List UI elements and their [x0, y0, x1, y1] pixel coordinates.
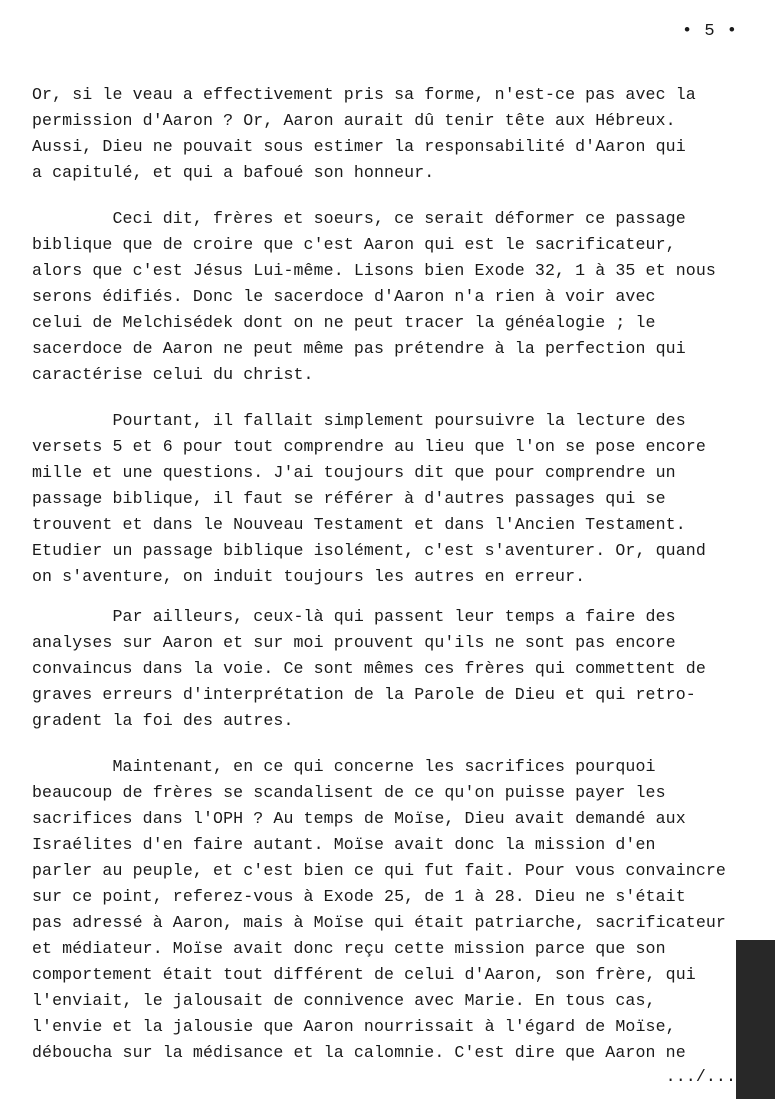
text-line: Ceci dit, frères et soeurs, ce serait déformer ce passage: [32, 209, 686, 228]
text-line: trouvent et dans le Nouveau Testament et dans l'Ancien Testament.: [32, 515, 686, 534]
text-line: sur ce point, referez-vous à Exode 25, de 1 à 28. Dieu ne s'était: [32, 887, 686, 906]
text-line: graves erreurs d'interprétation de la Parole de Dieu et qui retro-: [32, 685, 696, 704]
text-line: analyses sur Aaron et sur moi prouvent qu'ils ne sont pas encore: [32, 633, 676, 652]
text-line: alors que c'est Jésus Lui-même. Lisons bien Exode 32, 1 à 35 et nous: [32, 261, 716, 280]
text-line: celui de Melchisédek dont on ne peut tracer la généalogie ; le: [32, 313, 656, 332]
text-line: beaucoup de frères se scandalisent de ce qu'on puisse payer les: [32, 783, 666, 802]
text-line: l'enviait, le jalousait de connivence avec Marie. En tous cas,: [32, 991, 656, 1010]
text-line: on s'aventure, on induit toujours les autres en erreur.: [32, 567, 586, 586]
text-line: Etudier un passage biblique isolément, c'est s'aventurer. Or, quand: [32, 541, 706, 560]
text-line: sacrifices dans l'OPH ? Au temps de Moïse, Dieu avait demandé aux: [32, 809, 686, 828]
text-line: l'envie et la jalousie que Aaron nourrissait à l'égard de Moïse,: [32, 1017, 676, 1036]
text-line: serons édifiés. Donc le sacerdoce d'Aaron n'a rien à voir avec: [32, 287, 656, 306]
text-line: Par ailleurs, ceux-là qui passent leur temps a faire des: [32, 607, 676, 626]
text-line: pas adressé à Aaron, mais à Moïse qui était patriarche, sacrificateur: [32, 913, 726, 932]
continuation-mark: .../...: [32, 1067, 737, 1086]
page-number: • 5 •: [682, 22, 739, 41]
text-line: Aussi, Dieu ne pouvait sous estimer la responsabilité d'Aaron qui: [32, 137, 686, 156]
text-line: parler au peuple, et c'est bien ce qui fut fait. Pour vous convaincre: [32, 861, 726, 880]
text-line: caractérise celui du christ.: [32, 365, 314, 384]
text-line: Or, si le veau a effectivement pris sa forme, n'est-ce pas avec la: [32, 85, 696, 104]
text-line: déboucha sur la médisance et la calomnie. C'est dire que Aaron ne: [32, 1043, 686, 1062]
text-line: versets 5 et 6 pour tout comprendre au lieu que l'on se pose encore: [32, 437, 706, 456]
text-line: passage biblique, il faut se référer à d'autres passages qui se: [32, 489, 666, 508]
scan-shadow: [736, 940, 775, 1099]
text-line: convaincus dans la voie. Ce sont mêmes ces frères qui commettent de: [32, 659, 706, 678]
text-line: a capitulé, et qui a bafoué son honneur.: [32, 163, 435, 182]
text-line: sacerdoce de Aaron ne peut même pas prétendre à la perfection qui: [32, 339, 686, 358]
text-line: Maintenant, en ce qui concerne les sacrifices pourquoi: [32, 757, 656, 776]
text-line: comportement était tout différent de celui d'Aaron, son frère, qui: [32, 965, 696, 984]
text-line: Israélites d'en faire autant. Moïse avait donc la mission d'en: [32, 835, 656, 854]
text-line: Pourtant, il fallait simplement poursuivre la lecture des: [32, 411, 686, 430]
text-line: gradent la foi des autres.: [32, 711, 294, 730]
text-line: biblique que de croire que c'est Aaron qui est le sacrificateur,: [32, 235, 676, 254]
text-line: mille et une questions. J'ai toujours dit que pour comprendre un: [32, 463, 676, 482]
text-line: permission d'Aaron ? Or, Aaron aurait dû tenir tête aux Hébreux.: [32, 111, 676, 130]
text-line: et médiateur. Moïse avait donc reçu cette mission parce que son: [32, 939, 666, 958]
